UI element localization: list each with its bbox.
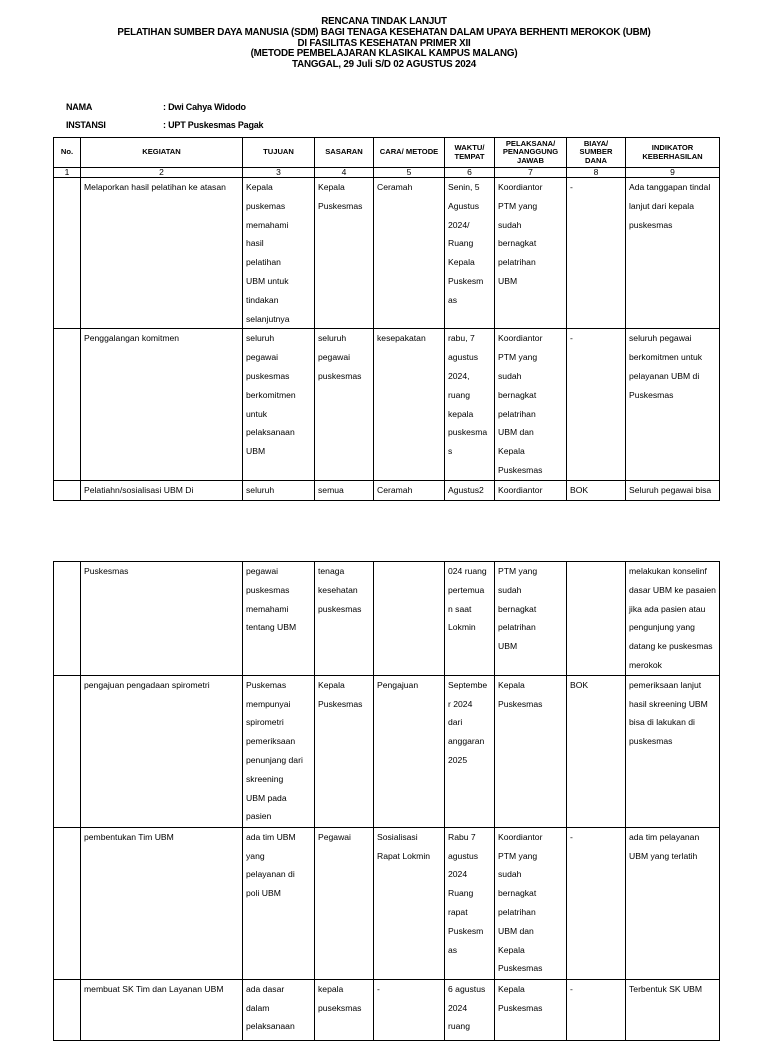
cell-sasaran <box>315 675 374 827</box>
table-row <box>54 675 720 827</box>
cell-line: tindakan <box>246 294 279 305</box>
cell-line: poli UBM <box>246 888 281 899</box>
cell-line: 024 ruang <box>448 566 487 576</box>
cell-line: kesehatan <box>318 584 358 595</box>
cell-line: pertemua <box>448 584 485 595</box>
cell-line: UBM dan <box>498 925 534 936</box>
table-row <box>54 481 720 501</box>
cell-tujuan <box>243 178 315 329</box>
cell-line: sudah <box>498 370 522 381</box>
cell-tujuan <box>243 827 315 979</box>
cell-line: Septembe <box>448 679 488 690</box>
cell-sasaran <box>315 979 374 1040</box>
cell-line: bernagkat <box>498 238 537 249</box>
cell-line: berkomitmen <box>246 389 296 400</box>
cell-line: UBM pada <box>246 792 287 803</box>
cell-line: pemeriksaan <box>246 736 296 747</box>
cell-line: Kepala <box>318 679 345 690</box>
cell-no <box>54 178 81 329</box>
cell-line: seluruh <box>246 333 275 344</box>
cell-line: as <box>448 944 458 955</box>
cell-line: Puskesmas <box>318 698 363 709</box>
cell-indikator <box>626 827 720 979</box>
cell-line: anggaran <box>448 736 485 747</box>
cell-metode <box>374 827 445 979</box>
header-kegiatan: KEGIATAN <box>81 138 243 168</box>
nama-label: NAMA <box>66 102 93 112</box>
cell-line: lanjut dari kepala <box>629 200 694 211</box>
cell-sasaran <box>315 329 374 481</box>
cell-line: untuk <box>246 408 268 419</box>
cell-tujuan <box>243 675 315 827</box>
cell-line: pegawai <box>246 352 279 363</box>
table-row <box>54 562 720 676</box>
cell-line: penunjang dari <box>246 754 303 765</box>
cell-line: PTM yang <box>498 352 538 363</box>
cell-line: agustus <box>448 352 479 363</box>
header-indikator: INDIKATOR KEBERHASILAN <box>626 138 720 168</box>
cell-metode <box>374 178 445 329</box>
cell-line: Ruang <box>448 238 474 249</box>
cell-waktu <box>445 481 495 501</box>
cell-line: Seluruh pegawai bisa <box>629 485 712 496</box>
cell-kegiatan <box>81 827 243 979</box>
cell-line: tenaga <box>318 566 345 576</box>
cell-line: pelayanan di <box>246 869 295 880</box>
cell-biaya <box>567 827 626 979</box>
cell-pelaksana <box>495 979 567 1040</box>
cell-line: seluruh <box>246 485 275 496</box>
cell-metode <box>374 562 445 676</box>
cell-line: Agustus2 <box>448 485 484 496</box>
cell-line: puskesmas <box>318 370 362 381</box>
cell-line: 2024 <box>448 1002 468 1013</box>
cell-line: Koordiantor <box>498 485 543 496</box>
cell-line: 2024, <box>448 370 470 381</box>
cell-line: Puskemas <box>246 679 287 690</box>
doc-subtitle: PELATIHAN SUMBER DAYA MANUSIA (SDM) BAGI TENAGA KESEHATAN DALAM UPAYA BERHENTI MEROKOK (UBM) <box>117 26 651 38</box>
table-row <box>54 979 720 1040</box>
cell-line: PTM yang <box>498 850 538 861</box>
cell-line: ruang <box>448 1021 470 1032</box>
cell-line: pasien <box>246 811 272 822</box>
cell-line: UBM <box>498 641 518 652</box>
cell-line: memahami <box>246 219 289 230</box>
rtl-table-page2 <box>53 561 720 1041</box>
cell-line: dalam <box>246 1002 270 1013</box>
cell-line: Kepala <box>318 182 345 192</box>
cell-line: bisa di lakukan di <box>629 717 695 728</box>
header-pelaksana: PELAKSANA/ PENANGGUNG JAWAB <box>495 138 567 168</box>
cell-line: 2025 <box>448 754 468 765</box>
doc-title: RENCANA TINDAK LANJUT <box>321 16 447 27</box>
cell-line: puskemas <box>246 200 286 211</box>
cell-sasaran <box>315 481 374 501</box>
cell-line: - <box>570 182 573 192</box>
cell-line: agustus <box>448 850 479 861</box>
cell-waktu <box>445 329 495 481</box>
cell-line: Puskesm <box>448 925 484 936</box>
cell-line: bernagkat <box>498 603 537 614</box>
cell-line: pelaksanaan <box>246 427 295 438</box>
cell-line: Pengajuan <box>377 679 419 690</box>
cell-line: Pelatiahn/sosialisasi UBM Di <box>84 485 194 496</box>
cell-line: Kepala <box>498 679 525 690</box>
cell-indikator <box>626 178 720 329</box>
cell-sasaran <box>315 827 374 979</box>
nama-value: : Dwi Cahya Widodo <box>163 102 246 112</box>
cell-line: selanjutnya <box>246 313 290 324</box>
cell-line: PTM yang <box>498 566 538 576</box>
cell-line: pemeriksaan lanjut <box>629 679 702 690</box>
cell-sasaran <box>315 562 374 676</box>
cell-line: pelatrihan <box>498 257 536 268</box>
cell-line: BOK <box>570 679 589 690</box>
cell-line: semua <box>318 485 344 496</box>
cell-pelaksana <box>495 675 567 827</box>
col-num: 7 <box>495 168 567 178</box>
cell-waktu <box>445 562 495 676</box>
cell-line: Rapat Lokmin <box>377 850 431 861</box>
cell-indikator <box>626 329 720 481</box>
cell-tujuan <box>243 329 315 481</box>
cell-line: membuat SK Tim dan Layanan UBM <box>84 983 224 994</box>
cell-line: Ruang <box>448 888 474 899</box>
header-metode: CARA/ METODE <box>374 138 445 168</box>
cell-line: UBM dan <box>498 427 534 438</box>
cell-line: Senin, 5 <box>448 182 480 192</box>
cell-line: puskesma <box>448 427 488 438</box>
cell-biaya <box>567 675 626 827</box>
cell-indikator <box>626 481 720 501</box>
cell-line: rapat <box>448 906 468 917</box>
cell-line: pelayanan UBM di <box>629 370 700 381</box>
cell-line: UBM yang terlatih <box>629 850 698 861</box>
cell-line: Kepala <box>498 983 525 994</box>
cell-line: 2024 <box>448 869 468 880</box>
cell-line: Terbentuk SK UBM <box>629 983 703 994</box>
cell-line: Koordiantor <box>498 182 543 192</box>
cell-line: Koordiantor <box>498 333 543 344</box>
cell-line: dasar UBM ke pasaien <box>629 584 716 595</box>
cell-line: Agustus <box>448 200 480 211</box>
cell-tujuan <box>243 481 315 501</box>
cell-metode <box>374 329 445 481</box>
cell-line: Pegawai <box>318 831 351 842</box>
cell-line: n saat <box>448 603 472 614</box>
header-biaya: BIAYA/ SUMBER DANA <box>567 138 626 168</box>
column-number-row <box>54 168 720 178</box>
table-row <box>54 827 720 979</box>
cell-biaya <box>567 481 626 501</box>
cell-line: merokok <box>629 659 662 670</box>
cell-line: ada dasar <box>246 983 285 994</box>
cell-line: sudah <box>498 219 522 230</box>
cell-line: puskesmas <box>246 584 290 595</box>
cell-line: puskesmas <box>246 370 290 381</box>
cell-line: s <box>448 446 453 457</box>
cell-line: jika ada pasien atau <box>629 603 706 614</box>
col-num: 8 <box>567 168 626 178</box>
cell-line: datang ke puskesmas <box>629 641 713 652</box>
cell-line: memahami <box>246 603 289 614</box>
cell-line: - <box>570 983 573 994</box>
cell-line: dari <box>448 717 463 728</box>
doc-date: TANGGAL, 29 Juli S/D 02 AGUSTUS 2024 <box>292 59 476 71</box>
cell-line: Kepala <box>498 446 525 457</box>
cell-line: pelatrihan <box>498 622 536 633</box>
instansi-value: : UPT Puskesmas Pagak <box>163 120 264 130</box>
cell-line: ada tim UBM <box>246 831 296 842</box>
cell-metode <box>374 481 445 501</box>
cell-line: PTM yang <box>498 200 538 211</box>
cell-biaya <box>567 178 626 329</box>
cell-line: Ceramah <box>377 182 413 192</box>
cell-line: pegawai <box>246 566 279 576</box>
cell-line: yang <box>246 850 265 861</box>
cell-line: UBM <box>498 275 518 286</box>
cell-line: r 2024 <box>448 698 473 709</box>
cell-line: tentang UBM <box>246 622 297 633</box>
cell-line: - <box>570 831 573 842</box>
cell-line: - <box>377 983 380 994</box>
cell-line: Ceramah <box>377 485 413 496</box>
cell-line: UBM untuk <box>246 275 289 286</box>
cell-line: pelaksanaan <box>246 1021 295 1032</box>
cell-line: Puskesmas <box>318 200 363 211</box>
doc-facility: DI FASILITAS KESEHATAN PRIMER XII <box>297 37 471 49</box>
col-num: 3 <box>243 168 315 178</box>
cell-line: Puskesm <box>448 275 484 286</box>
cell-line: pembentukan Tim UBM <box>84 831 174 842</box>
cell-waktu <box>445 178 495 329</box>
cell-line: sudah <box>498 584 522 595</box>
cell-waktu <box>445 827 495 979</box>
cell-tujuan <box>243 562 315 676</box>
cell-biaya <box>567 329 626 481</box>
cell-line: Puskesmas <box>84 566 129 576</box>
col-num: 4 <box>315 168 374 178</box>
cell-line: pegawai <box>318 352 351 363</box>
cell-line: as <box>448 294 458 305</box>
col-num: 2 <box>81 168 243 178</box>
document-header <box>0 17 768 71</box>
cell-line: ada tim pelayanan <box>629 831 700 842</box>
cell-line: bernagkat <box>498 888 537 899</box>
cell-line: pelatrihan <box>498 906 536 917</box>
cell-line: Ada tanggapan tindal <box>629 182 711 192</box>
cell-pelaksana <box>495 827 567 979</box>
cell-metode <box>374 979 445 1040</box>
col-num: 1 <box>54 168 81 178</box>
cell-line: Melaporkan hasil pelatihan ke atasan <box>84 182 226 192</box>
col-num: 9 <box>626 168 720 178</box>
cell-line: Lokmin <box>448 622 476 633</box>
header-waktu: WAKTU/ TEMPAT <box>445 138 495 168</box>
cell-kegiatan <box>81 481 243 501</box>
header-sasaran: SASARAN <box>315 138 374 168</box>
cell-kegiatan <box>81 329 243 481</box>
cell-waktu <box>445 979 495 1040</box>
cell-line: melakukan konselinf <box>629 566 707 576</box>
cell-waktu <box>445 675 495 827</box>
cell-line: UBM <box>246 446 266 457</box>
cell-sasaran <box>315 178 374 329</box>
cell-kegiatan <box>81 979 243 1040</box>
cell-no <box>54 562 81 676</box>
cell-line: Sosialisasi <box>377 831 418 842</box>
cell-line: Puskesmas <box>498 698 543 709</box>
cell-pelaksana <box>495 178 567 329</box>
cell-line: Rabu 7 <box>448 831 476 842</box>
cell-line: Kepala <box>448 257 475 268</box>
cell-line: puskesmas <box>629 736 673 747</box>
cell-line: puskesmas <box>629 219 673 230</box>
cell-line: berkomitmen untuk <box>629 352 703 363</box>
cell-line: Koordiantor <box>498 831 543 842</box>
cell-indikator <box>626 675 720 827</box>
cell-line: 6 agustus <box>448 983 486 994</box>
cell-line: bernagkat <box>498 389 537 400</box>
instansi-label: INSTANSI <box>66 120 106 130</box>
cell-no <box>54 979 81 1040</box>
header-row <box>54 138 720 168</box>
cell-line: Puskesmas <box>498 963 543 974</box>
cell-line: pengunjung yang <box>629 622 695 633</box>
cell-line: kepala <box>318 983 344 994</box>
cell-indikator <box>626 562 720 676</box>
cell-metode <box>374 675 445 827</box>
cell-kegiatan <box>81 675 243 827</box>
cell-line: sudah <box>498 869 522 880</box>
cell-no <box>54 481 81 501</box>
cell-line: Penggalangan komitmen <box>84 333 180 344</box>
doc-method: (METODE PEMBELAJARAN KLASIKAL KAMPUS MALANG) <box>250 48 518 60</box>
cell-line: hasil skreening UBM <box>629 698 708 709</box>
cell-no <box>54 675 81 827</box>
cell-line: pengajuan pengadaan spirometri <box>84 679 210 690</box>
cell-pelaksana <box>495 481 567 501</box>
cell-biaya <box>567 562 626 676</box>
cell-line: puseksmas <box>318 1002 362 1013</box>
cell-line: Kepala <box>498 944 525 955</box>
cell-line: BOK <box>570 485 589 496</box>
cell-line: hasil <box>246 238 264 249</box>
header-tujuan: TUJUAN <box>243 138 315 168</box>
cell-line: pelatrihan <box>498 408 536 419</box>
cell-biaya <box>567 979 626 1040</box>
cell-line: Kepala <box>246 182 273 192</box>
cell-indikator <box>626 979 720 1040</box>
cell-line: puskesmas <box>318 603 362 614</box>
cell-line: rabu, 7 <box>448 333 475 344</box>
cell-line: mempunyai <box>246 698 291 709</box>
table-row <box>54 329 720 481</box>
col-num: 5 <box>374 168 445 178</box>
rtl-table-page1 <box>53 137 720 501</box>
cell-line: Puskesmas <box>629 389 674 400</box>
cell-kegiatan <box>81 178 243 329</box>
cell-line: kepala <box>448 408 474 419</box>
cell-line: Puskesmas <box>498 464 543 475</box>
cell-line: seluruh <box>318 333 347 344</box>
cell-line: pelatihan <box>246 257 281 268</box>
cell-line: ruang <box>448 389 470 400</box>
header-no: No. <box>54 138 81 168</box>
cell-line: seluruh pegawai <box>629 333 692 344</box>
cell-tujuan <box>243 979 315 1040</box>
cell-line: spirometri <box>246 717 284 728</box>
cell-line: kesepakatan <box>377 333 426 344</box>
cell-line: skreening <box>246 773 284 784</box>
cell-line: - <box>570 333 573 344</box>
cell-pelaksana <box>495 562 567 676</box>
col-num: 6 <box>445 168 495 178</box>
cell-kegiatan <box>81 562 243 676</box>
cell-pelaksana <box>495 329 567 481</box>
table-row <box>54 178 720 329</box>
cell-line: 2024/ <box>448 219 470 230</box>
cell-no <box>54 827 81 979</box>
cell-line: Puskesmas <box>498 1002 543 1013</box>
cell-no <box>54 329 81 481</box>
